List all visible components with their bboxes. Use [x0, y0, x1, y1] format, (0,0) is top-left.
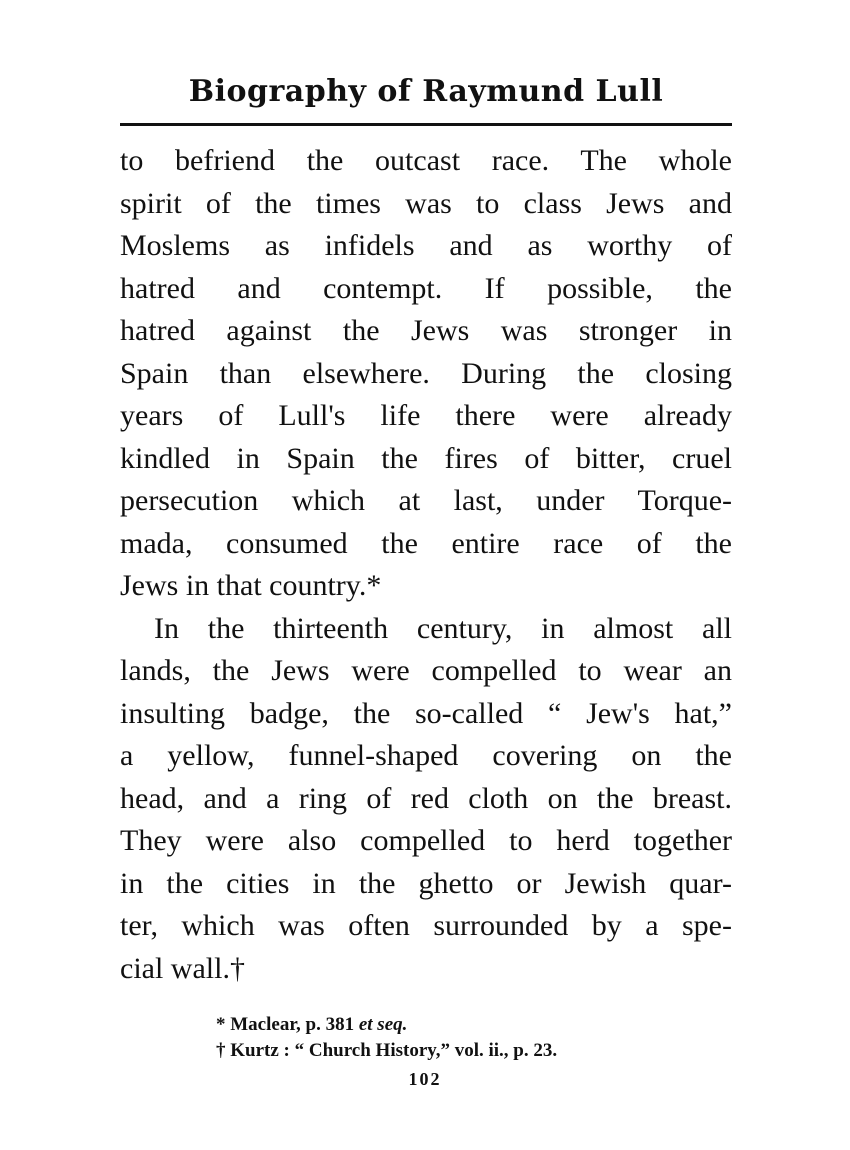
footnote-italic-text: et seq. [358, 1014, 408, 1035]
text-line: Moslems as infidels and as worthy of [120, 229, 732, 262]
footnote-1 [216, 1012, 557, 1038]
text-line: persecution which at last, under Torque- [120, 484, 732, 517]
text-line: In the thirteenth century, in almost all [154, 611, 732, 645]
footnote-2 [216, 1038, 557, 1064]
footnotes [216, 1012, 557, 1064]
footnote-marker: † [216, 1040, 226, 1061]
text-line: insulting badge, the so-called “ Jew's hat,” [120, 696, 732, 730]
text-line: hatred and contempt. If possible, the [120, 271, 732, 305]
page-number: 102 [408, 1069, 442, 1089]
text-line: hatred against the Jews was stronger in [120, 314, 732, 347]
text-line: spirit of the times was to class Jews and [120, 186, 732, 220]
text-line: cial wall.† [120, 951, 245, 985]
text-line: to befriend the outcast race. The whole [120, 144, 732, 177]
text-line: years of Lull's life there were already [120, 399, 732, 432]
text-line: They were also compelled to herd together [120, 824, 732, 857]
text-line: ter, which was often surrounded by a spe- [120, 909, 732, 942]
header-rule [120, 123, 732, 126]
text-line: lands, the Jews were compelled to wear an [120, 654, 732, 687]
footnote-marker: * [216, 1014, 226, 1035]
footnote-text: Maclear, p. 381 [230, 1014, 355, 1035]
text-line: in the cities in the ghetto or Jewish quar- [120, 866, 732, 900]
footnote-text: Kurtz : “ Church History,” vol. ii., p. 23. [230, 1040, 558, 1061]
text-line: mada, consumed the entire race of the [120, 526, 732, 560]
text-line: a yellow, funnel-shaped covering on the [120, 739, 732, 772]
text-line: Spain than elsewhere. During the closing [120, 356, 732, 390]
text-line: head, and a ring of red cloth on the breast. [120, 781, 732, 815]
text-line: kindled in Spain the fires of bitter, cruel [120, 441, 732, 475]
body-text [120, 140, 732, 990]
running-head-title: Biography of Raymund Lull [188, 74, 664, 109]
text-line: Jews in that country.* [120, 569, 382, 602]
